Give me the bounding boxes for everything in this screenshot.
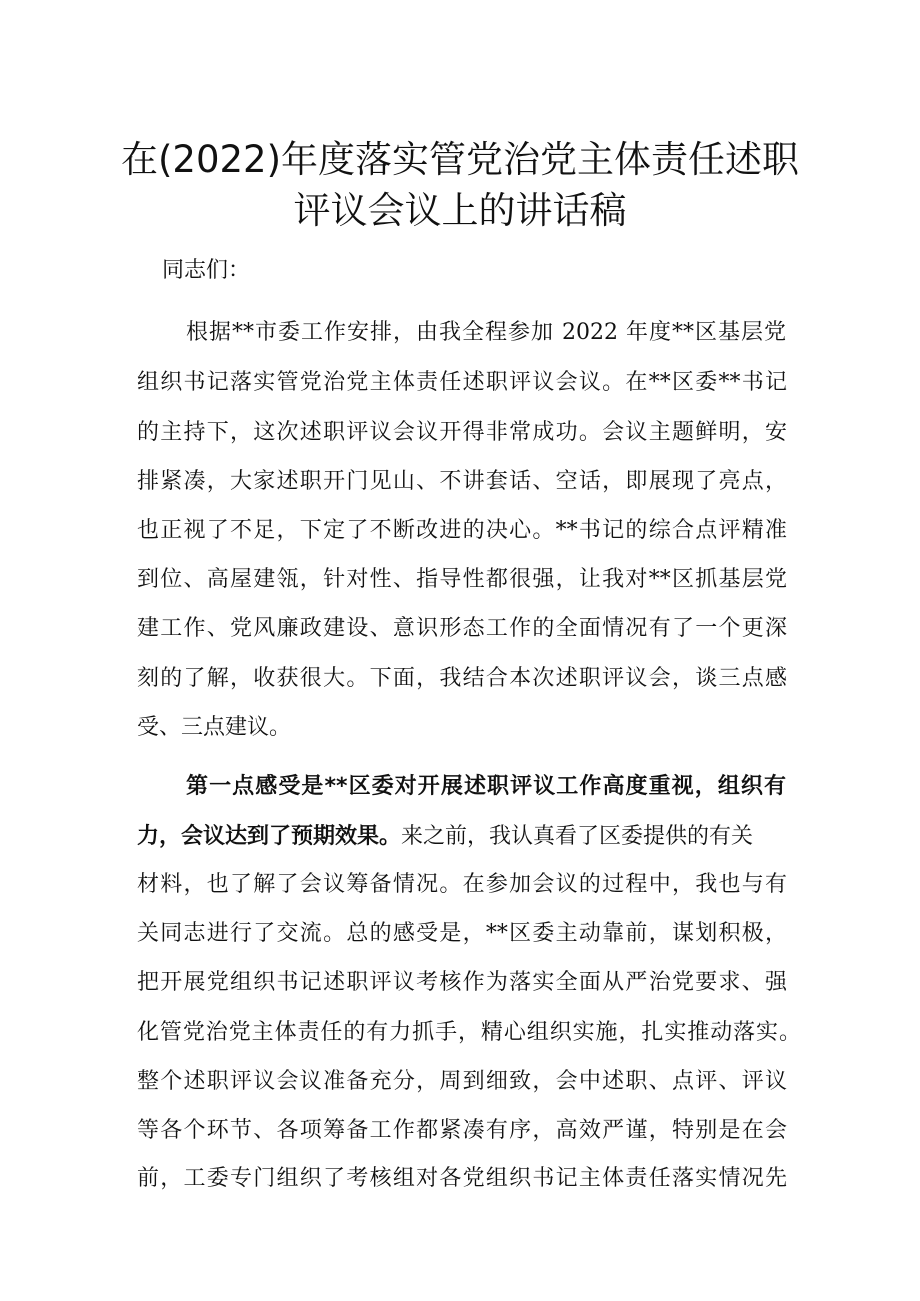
- paragraph-2-line: 前，工委专门组织了考核组对各党组织书记主体责任落实情况先: [137, 1166, 787, 1191]
- paragraph-2-line: 把开展党组织书记述职评议考核作为落实全面从严治党要求、强: [137, 970, 787, 995]
- paragraph-1-line: 建工作、党风廉政建设、意识形态工作的全面情况有了一个更深: [137, 616, 787, 641]
- paragraph-2-bold-line: 第一点感受是**区委对开展述职评议工作高度重视，组织有: [186, 774, 786, 799]
- paragraph-1-line: 的主持下，这次述职评议会议开得非常成功。会议主题鲜明，安: [137, 420, 787, 445]
- paragraph-2-line: 关同志进行了交流。总的感受是，**区委主动靠前，谋划积极，: [137, 921, 787, 946]
- paragraph-1-line: 排紧凑，大家述职开门见山、不讲套话、空话，即展现了亮点，: [137, 469, 787, 494]
- document-title-line-1: 在(2022)年度落实管党治党主体责任述职: [120, 138, 800, 181]
- paragraph-2-bold-lead: 力，会议达到了预期效果。: [137, 824, 402, 849]
- paragraph-2-line: 化管党治党主体责任的有力抓手，精心组织实施，扎实推动落实。: [137, 1020, 801, 1045]
- document-title-line-2: 评议会议上的讲话稿: [293, 189, 627, 232]
- paragraph-2-line-2-bold-part: [137, 822, 753, 852]
- paragraph-2-line: 材料，也了解了会议筹备情况。在参加会议的过程中，我也与有: [137, 872, 787, 897]
- paragraph-1-line: 组织书记落实管党治党主体责任述职评议会议。在**区委**书记: [137, 370, 787, 395]
- paragraph-2-line: 等各个环节、各项筹备工作都紧凑有序，高效严谨，特别是在会: [137, 1118, 787, 1143]
- paragraph-1-line: 也正视了不足，下定了不断改进的决心。**书记的综合点评精准: [137, 518, 787, 543]
- paragraph-2-line: 整个述职评议会议准备充分，周到细致，会中述职、点评、评议: [137, 1069, 787, 1094]
- paragraph-1-line: 到位、高屋建瓴，针对性、指导性都很强，让我对**区抓基层党: [137, 567, 787, 592]
- paragraph-1-line: 受、三点建议。: [137, 715, 292, 740]
- paragraph-1-line: 刻的了解，收获很大。下面，我结合本次述职评议会，谈三点感: [137, 666, 787, 691]
- paragraph-2-line-2-rest: 来之前，我认真看了区委提供的有关: [401, 824, 754, 849]
- salutation: 同志们：: [162, 258, 251, 283]
- paragraph-1-line: 根据**市委工作安排，由我全程参加 2022 年度**区基层党: [186, 320, 786, 345]
